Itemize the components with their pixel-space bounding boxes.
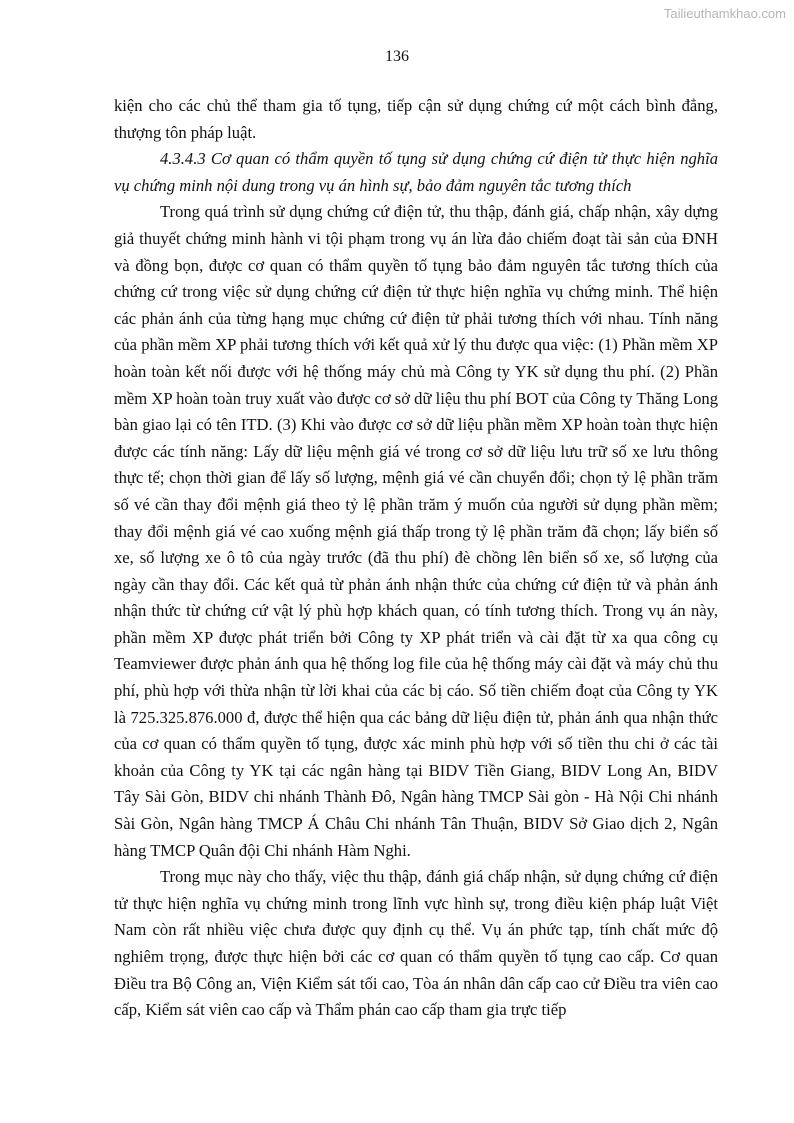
watermark: Tailieuthamkhao.com bbox=[663, 6, 786, 21]
document-body bbox=[114, 93, 718, 1024]
paragraph-1: Trong quá trình sử dụng chứng cứ điện tử, thu thập, đánh giá, chấp nhận, xây dựng giả thuyết chứng minh hành vi tội phạm trong vụ án lừa đảo chiếm đoạt tài sản của ĐNH và đồng bọn, được cơ quan có thẩm quyền tố tụng bảo đảm nguyên tắc tương thích của chứng cứ trong việc sử dụng chứng cứ điện tử thực hiện nghĩa vụ chứng minh. Thể hiện các phản ánh của từng hạng mục chứng cứ điện tử phải tương thích với nhau. Tính năng của phần mềm XP phải tương thích với kết quả xử lý thu được qua việc: (1) Phần mềm XP hoàn toàn kết nối được với hệ thống máy chủ mà Công ty YK sử dụng thu phí. (2) Phần mềm XP hoàn toàn truy xuất vào được cơ sở dữ liệu thu phí BOT của Công ty Thăng Long bàn giao lại có tên ITD. (3) Khi vào được cơ sở dữ liệu phần mềm XP hoàn toàn thực hiện được các tính năng: Lấy dữ liệu mệnh giá vé trong cơ sở dữ liệu lưu trữ số xe lưu thông thực tế; chọn thời gian để lấy số lượng, mệnh giá vé cần chuyển đổi; chọn tỷ lệ phần trăm số vé cần thay đổi mệnh giá theo tỷ lệ phần trăm ý muốn của người sử dụng phần mềm; thay đổi mệnh giá vé cao xuống mệnh giá thấp trong tỷ lệ phần trăm đã chọn; lấy biển số xe, số lượng xe ô tô của ngày trước (đã thu phí) đè chồng lên biển số xe, số lượng của ngày cần thay đổi. Các kết quả từ phản ánh nhận thức của chứng cứ điện tử và phản ánh nhận thức từ chứng cứ vật lý phù hợp khách quan, có tính tương thích. Trong vụ án này, phần mềm XP được phát triển bởi Công ty XP phát triển và cài đặt từ xa qua công cụ Teamviewer được phản ánh qua hệ thống log file của hệ thống máy cài đặt và máy chủ thu phí, phù hợp với thừa nhận từ lời khai của các bị cáo. Số tiền chiếm đoạt của Công ty YK là 725.325.876.000 đ, được thể hiện qua các bảng dữ liệu điện tử, phản ánh qua nhận thức của cơ quan có thẩm quyền tố tụng, được xác minh phù hợp với số tiền thu chi ở các tài khoản của Công ty YK tại các ngân hàng tại BIDV Tiền Giang, BIDV Long An, BIDV Tây Sài Gòn, BIDV chi nhánh Thành Đô, Ngân hàng TMCP Sài gòn - Hà Nội Chi nhánh Sài Gòn, Ngân hàng TMCP Á Châu Chi nhánh Tân Thuận, BIDV Sở Giao dịch 2, Ngân hàng TMCP Quân đội Chi nhánh Hàm Nghi. bbox=[114, 202, 718, 860]
paragraph-2: Trong mục này cho thấy, việc thu thập, đánh giá chấp nhận, sử dụng chứng cứ điện tử thực hiện nghĩa vụ chứng minh trong lĩnh vực hình sự, trong điều kiện pháp luật Việt Nam còn rất nhiều việc chưa được quy định cụ thể. Vụ án phức tạp, tính chất mức độ nghiêm trọng, được thực hiện bởi các cơ quan có thẩm quyền tố tụng cao cấp. Cơ quan Điều tra Bộ Công an, Viện Kiểm sát tối cao, Tòa án nhân dân cấp cao cử Điều tra viên cao cấp, Kiểm sát viên cao cấp và Thẩm phán cao cấp tham gia trực tiếp bbox=[114, 867, 718, 1020]
section-heading: 4.3.4.3 Cơ quan có thẩm quyền tố tụng sử dụng chứng cứ điện tử thực hiện nghĩa vụ chứng minh nội dung trong vụ án hình sự, bảo đảm nguyên tắc tương thích bbox=[114, 149, 718, 195]
paragraph-continuation: kiện cho các chủ thể tham gia tố tụng, tiếp cận sử dụng chứng cứ một cách bình đẳng, thượng tôn pháp luật. bbox=[114, 96, 718, 142]
page-number: 136 bbox=[385, 48, 409, 65]
